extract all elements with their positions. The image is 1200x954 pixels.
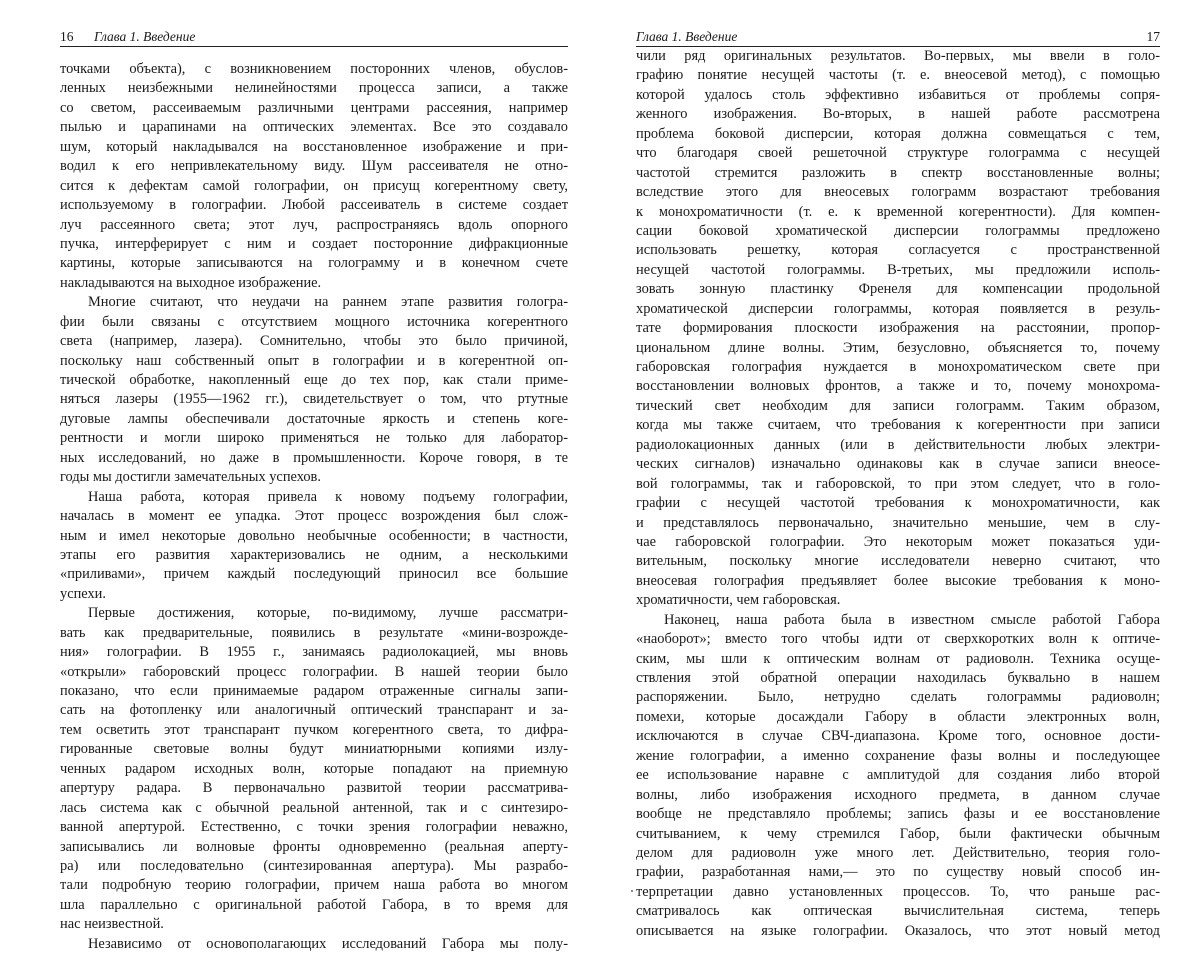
text-line: циональном длине волны. Этим, безусловно, объясняется то, почему xyxy=(636,339,1160,356)
running-head-left xyxy=(60,28,568,47)
text-line: апертуру радара. В первоначально развитой теории рассматрива- xyxy=(60,780,568,797)
text-line: вать как предварительные, появились в результате «мини-возрожде- xyxy=(60,624,568,641)
chapter-title-right: Глава 1. Введение xyxy=(636,29,738,44)
text-line: нас неизвестной. xyxy=(60,916,164,933)
text-line: описывается на языке голографии. Оказалось, что этот новый метод xyxy=(636,922,1160,939)
scan-speck xyxy=(631,890,633,892)
text-line: успехи. xyxy=(60,585,106,602)
text-line: чае габоровской голографии. Это некоторым может показаться уди- xyxy=(636,533,1160,550)
text-line: внеосевая голография предъявляет более высокие требования к моно- xyxy=(636,572,1160,589)
text-line: помехи, которые досаждали Габору в области электронных волн, xyxy=(636,708,1160,725)
text-line: ра) или последовательно (синтезированная апертура). Мы разрабо- xyxy=(60,857,568,874)
text-line: точками объекта), с возникновением посторонних членов, обуслов- xyxy=(60,61,568,77)
text-line: няться лазеры (1955—1962 гг.), свидетельствует о том, что ртутные xyxy=(60,391,568,408)
text-line: используемому в голографии. Любой рассеиватель в системе создает xyxy=(60,197,568,214)
text-line: ния» голографии. В 1955 г., занимаясь радиолокацией, мы вновь xyxy=(60,644,568,661)
text-line: ченных радаром исходных волн, которые попадают на приемную xyxy=(60,760,568,777)
text-line: шла параллельно с оригинальной работой Габора, в то время для xyxy=(60,896,568,913)
text-line: записывались ли волновые фронты одновременно (реальная аперту- xyxy=(60,838,568,855)
text-line: ных исследований, но даже в промышленности. Короче говоря, в те xyxy=(60,449,568,466)
text-line: вследствие этого для внеосевых голограмм возрастают требования xyxy=(636,184,1160,201)
text-line: сации боковой хроматической дисперсии голограммы предложено xyxy=(636,222,1160,239)
text-line: вой голограммы, так и габоровской, то при этом следует, что в голо- xyxy=(636,475,1160,492)
text-line: света (например, лазера). Сомнительно, чтобы это было причиной, xyxy=(60,333,568,350)
text-line: сматривалось как оптическая вычислительная система, теперь xyxy=(636,903,1160,920)
text-line: делом для радиоволн уже много лет. Действительно, теория голо- xyxy=(636,844,1160,861)
chapter-title-left: Глава 1. Введение xyxy=(94,29,196,44)
text-line: тический свет необходим для записи голограмм. Таким образом, xyxy=(636,397,1160,414)
text-line: «открыли» габоровский процесс голографии. В нашей теории было xyxy=(60,663,568,680)
text-line: которой удалось столь эффективно избавиться от проблемы сопря- xyxy=(636,86,1160,103)
text-line: проблема боковой дисперсии, которая должна совмещаться с тем, xyxy=(636,125,1160,142)
text-line: этапы его развития характеризовались не одним, а несколькими xyxy=(60,546,568,563)
text-line: сится к дефектам самой голографии, он присущ когерентному свету, xyxy=(60,177,568,194)
text-line: Наша работа, которая привела к новому подъему голографии, xyxy=(88,488,568,505)
text-line: поскольку наш собственный опыт в голографии и в когерентной оп- xyxy=(60,352,568,369)
text-line: жение голографии, а именно сохранение фазы волны и последующее xyxy=(636,747,1160,764)
text-line: сать на фотопленку или аналогичный оптический транспарант и за- xyxy=(60,702,568,719)
text-line: габоровская голография нуждается в монохроматическом свете при xyxy=(636,359,1160,375)
text-line: водил к его непривлекательному виду. Шум рассеивателя не отно- xyxy=(60,158,568,175)
text-line: началась в момент ее упадка. Этот процесс возрождения был слож- xyxy=(60,508,568,525)
text-line: что благодаря своей решеточной структуре голограмма с несущей xyxy=(636,145,1160,162)
page-number-left: 16 xyxy=(60,29,74,44)
text-line: чили ряд оригинальных результатов. Во-первых, мы ввели в голо- xyxy=(636,48,1160,64)
text-line: вительным, поскольку многие исследователи неверно считают, что xyxy=(636,553,1160,570)
text-line: со светом, рассеиваемым различными центрами рассеяния, например xyxy=(60,99,568,116)
text-line: картины, которые записываются на голограмму и в конечном счете xyxy=(60,255,568,272)
text-line: Наконец, наша работа была в известном смысле работой Габора xyxy=(664,611,1160,628)
text-line: радиолокационных данных (или в действительности любых электри- xyxy=(636,436,1160,453)
text-line: графии с несущей частотой требования к монохроматичности, как xyxy=(636,495,1160,512)
text-line: ствления этой обратной операции находилась буквально в нашем xyxy=(636,670,1160,686)
text-line: когда мы также считаем, что требования к когерентности при записи xyxy=(636,417,1160,434)
text-line: ным и имел некоторые довольно необычные особенности; в частности, xyxy=(60,527,568,544)
text-line: Многие считают, что неудачи на раннем этапе развития гологра- xyxy=(88,294,568,311)
text-line: частотой стремится разложить в спектр восстановленные волны; xyxy=(636,164,1160,181)
text-line: рентности и могли широко применяться не только для лаборатор- xyxy=(60,430,568,447)
right-page-body xyxy=(636,47,1160,941)
text-line: графию понятие несущей частоты (т. е. внеосевой метод), с помощью xyxy=(636,67,1160,84)
text-line: считыванием, к чему стремился Габор, были фактически обычным xyxy=(636,825,1160,842)
text-line: тической обработке, накопленный еще до тех пор, как стали приме- xyxy=(60,372,568,388)
text-line: терпретации давно установленных процессов. То, что раньше рас- xyxy=(636,883,1160,900)
text-line: ленных неизбежными нелинейностями процесса записи, а также xyxy=(60,80,568,97)
text-line: «наоборот»; вместо того чтобы идти от сверхкоротких волн к оптиче- xyxy=(636,631,1160,648)
text-line: ским, мы шли к оптическим волнам от радиоволн. Техника осуще- xyxy=(636,650,1160,667)
text-line: восстановлении волновых фронтов, а также и то, почему монохрома- xyxy=(636,378,1160,395)
text-line: зовать зонную пластинку Френеля для компенсации продольной xyxy=(636,281,1160,298)
left-page-body xyxy=(60,60,568,954)
text-line: вообще не представляло проблемы; запись фазы и ее восстановление xyxy=(636,806,1160,823)
text-line: пучка, интерферирует с ним и создает посторонние дифракционные xyxy=(60,235,568,252)
text-line: графии, разработанная нами,— это по существу новый способ ин- xyxy=(636,864,1160,881)
text-line: шум, который накладывался на восстановленное изображение и при- xyxy=(60,138,568,155)
text-line: фии были связаны с отсутствием мощного источника когерентного xyxy=(60,313,568,330)
text-line: дуговые лампы обеспечивали достаточные яркость и степень коге- xyxy=(60,410,568,427)
text-line: хроматичности, чем габоровская. xyxy=(636,592,841,609)
text-line: ческих сигналов) изначально одинаковы как в случае записи внеосе- xyxy=(636,456,1160,473)
text-line: показано, что если принимаемые радаром отраженные сигналы запи- xyxy=(60,683,568,699)
text-line: тем осветить этот транспарант пучком когерентного света, то дифра- xyxy=(60,721,568,738)
text-line: и представлялось первоначально, значительно меньшие, чем в слу- xyxy=(636,514,1160,531)
text-line: ее использование наравне с амплитудой для создания либо второй xyxy=(636,767,1160,784)
text-line: гированные световые волны будут миниатюрными копиями излу- xyxy=(60,741,568,758)
text-line: луч рассеянного света; этот луч, распространяясь вдоль опорного xyxy=(60,216,568,233)
text-line: пылью и царапинами на оптических элементах. Все это создавало xyxy=(60,119,568,136)
text-line: тали подробную теорию голографии, причем наша работа во многом xyxy=(60,877,568,894)
text-line: тате формирования плоскости изображения на расстоянии, пропор- xyxy=(636,320,1160,337)
text-line: использовать решетку, которая согласуется с пространственной xyxy=(636,242,1160,259)
text-line: к монохроматичности (т. е. к временной когерентности). Для компен- xyxy=(636,203,1160,220)
text-line: лась система как с обычной реальной антенной, так и с синтезиро- xyxy=(60,799,568,816)
text-line: женного изображения. Во-вторых, в нашей работе рассмотрена xyxy=(636,106,1160,123)
text-line: накладываются на выходное изображение. xyxy=(60,274,322,291)
text-line: Первые достижения, которые, по-видимому, лучше рассматри- xyxy=(88,605,568,622)
text-line: ванной апертурой. Естественно, с точки зрения голографии неважно, xyxy=(60,819,568,836)
running-head-right xyxy=(636,28,1160,47)
text-line: волны, либо изображения исходного предмета, в данном случае xyxy=(636,786,1160,803)
text-line: годы мы достигли замечательных успехов. xyxy=(60,469,321,486)
text-line: распоряжении. Было, нетрудно сделать голограммы радиоволн; xyxy=(636,689,1160,706)
text-line: Независимо от основополагающих исследований Габора мы полу- xyxy=(88,935,568,952)
text-line: хроматической дисперсии голограммы, которая появляется в резуль- xyxy=(636,300,1160,317)
text-line: «приливами», причем каждый последующий приносил все большие xyxy=(60,566,568,583)
text-line: исключаются в случае СВЧ-диапазона. Кроме того, основное дости- xyxy=(636,728,1160,745)
page-number-right: 17 xyxy=(1146,29,1160,44)
text-line: несущей частотой голограммы. В-третьих, мы предложили исполь- xyxy=(636,261,1160,278)
